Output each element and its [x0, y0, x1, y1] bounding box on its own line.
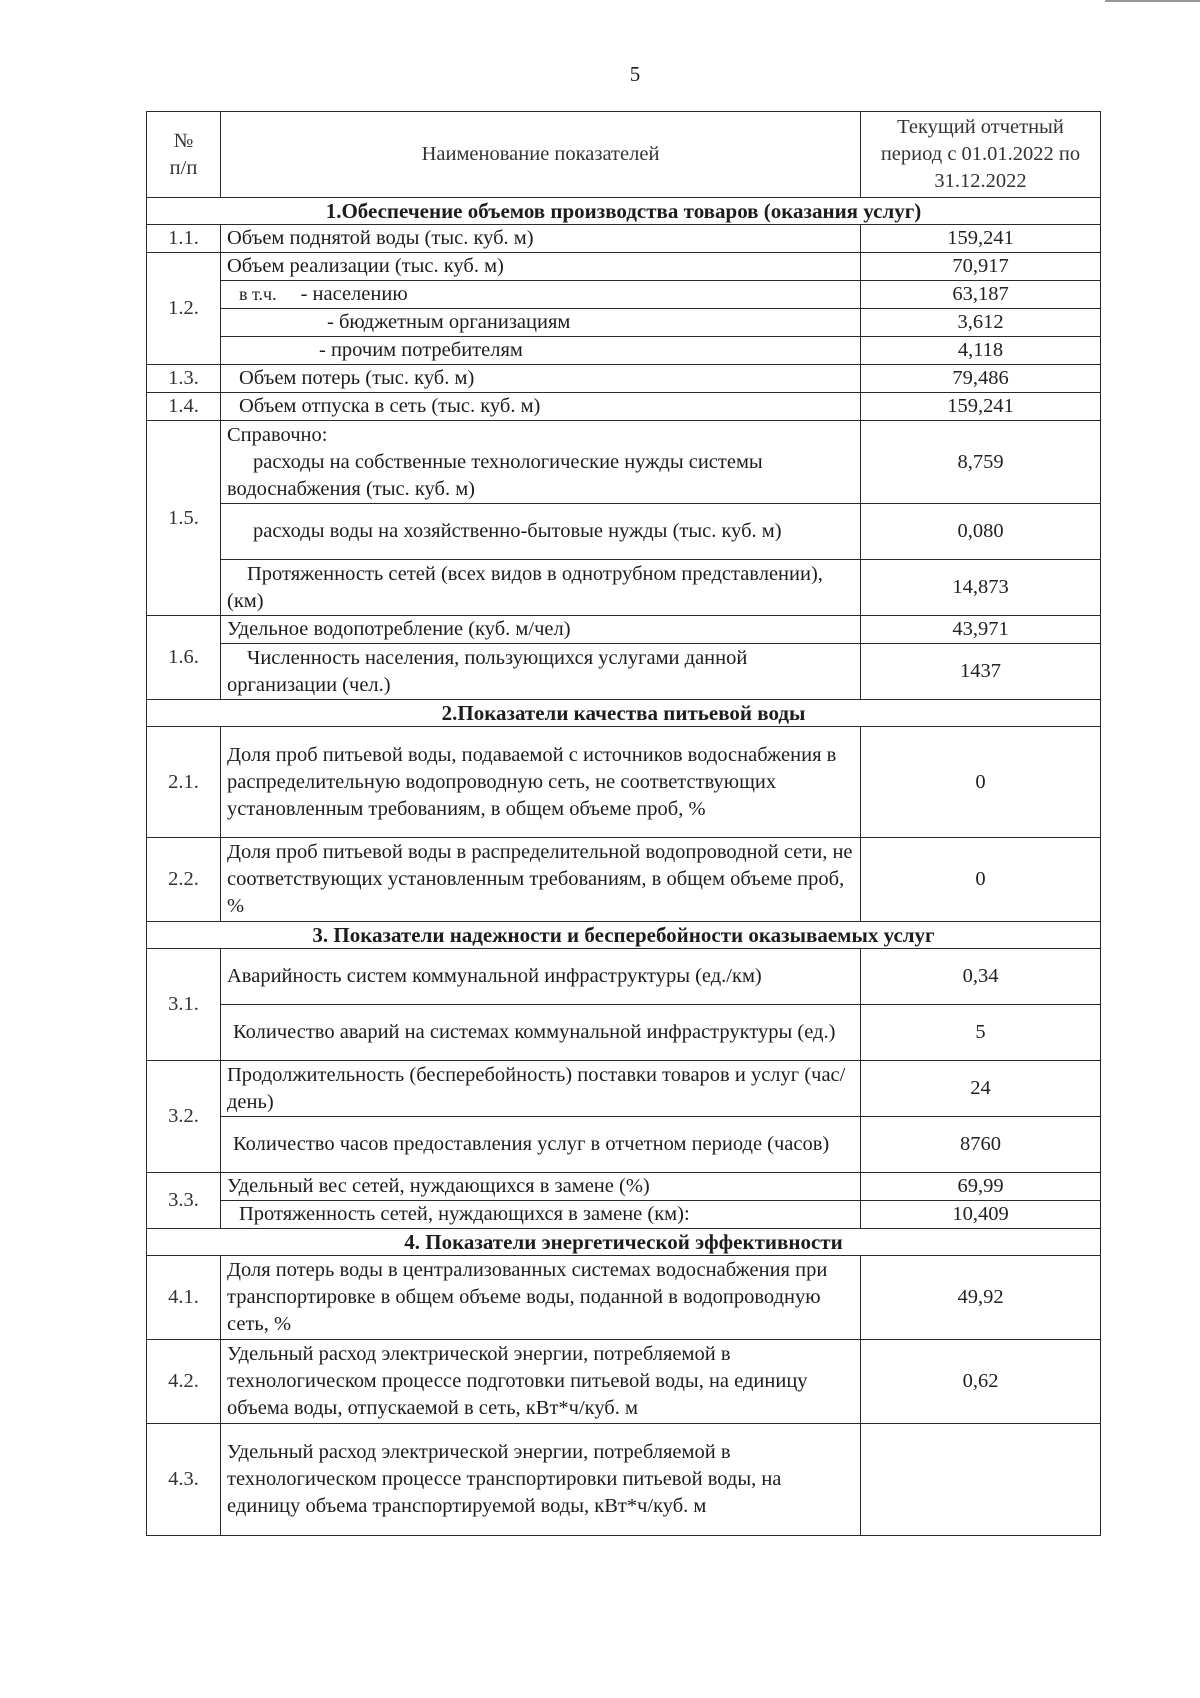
row-name: Доля потерь воды в централизованных системах водоснабжения при транспортировке в общем объеме воды, поданной в водопроводную сеть, % [221, 1256, 861, 1340]
section-title: 3. Показатели надежности и бесперебойности оказываемых услуг [147, 922, 1101, 949]
row-value: 159,241 [861, 225, 1101, 253]
row-name: Удельный расход электрической энергии, потребляемой в технологическом процессе подготовки питьевой воды, на единицу объема воды, отпускаемой в сеть, кВт*ч/куб. м [221, 1340, 861, 1424]
section-title: 4. Показатели энергетической эффективности [147, 1229, 1101, 1256]
row-name [221, 337, 861, 365]
row-name [221, 393, 861, 421]
row-number: 1.5. [147, 421, 221, 616]
row-value: 43,971 [861, 616, 1101, 644]
table-row [147, 838, 1101, 922]
row-name [221, 281, 861, 309]
table-row [147, 1005, 1101, 1061]
row-value: 0 [861, 838, 1101, 922]
row-name [221, 644, 861, 700]
row-value: 70,917 [861, 253, 1101, 281]
row-value: 1437 [861, 644, 1101, 700]
row-name-text: Количество аварий на системах коммунальной инфраструктуры (ед.) [233, 1021, 836, 1043]
table-row [147, 365, 1101, 393]
row-name [221, 421, 861, 504]
row-value: 0,62 [861, 1340, 1101, 1424]
row-value: 63,187 [861, 281, 1101, 309]
row-prefix: в т.ч. [239, 284, 277, 304]
row-name-text: Протяженность сетей (всех видов в однотрубном представлении), (км) [227, 562, 823, 612]
row-name: Аварийность систем коммунальной инфраструктуры (ед./км) [221, 949, 861, 1005]
header-name: Наименование показателей [221, 112, 861, 198]
row-name: Объем реализации (тыс. куб. м) [221, 253, 861, 281]
row-name: Удельный расход электрической энергии, потребляемой в технологическом процессе транспортировки питьевой воды, на единицу объема транспортируемой воды, кВт*ч/куб. м [221, 1424, 861, 1536]
header-num: № п/п [147, 112, 221, 198]
table-row [147, 1173, 1101, 1201]
table-row [147, 421, 1101, 504]
row-number: 1.3. [147, 365, 221, 393]
table-row [147, 1424, 1101, 1536]
row-number: 1.4. [147, 393, 221, 421]
section-title: 2.Показатели качества питьевой воды [147, 700, 1101, 727]
row-name-text: Численность населения, пользующихся услугами данной организации (чел.) [227, 646, 748, 696]
table-row [147, 393, 1101, 421]
row-value: 79,486 [861, 365, 1101, 393]
table-row [147, 1256, 1101, 1340]
row-value: 5 [861, 1005, 1101, 1061]
row-name: Продолжительность (бесперебойность) поставки товаров и услуг (час/день) [221, 1061, 861, 1117]
row-name-text: Протяженность сетей, нуждающихся в замене (км): [239, 1203, 690, 1225]
row-value [861, 1424, 1101, 1536]
row-value: 0,080 [861, 504, 1101, 560]
table-row [147, 504, 1101, 560]
row-value: 0 [861, 727, 1101, 838]
table-row [147, 616, 1101, 644]
row-value: 3,612 [861, 309, 1101, 337]
row-name [221, 1005, 861, 1061]
row-name [221, 365, 861, 393]
row-value: 4,118 [861, 337, 1101, 365]
scan-edge-mark [1105, 0, 1200, 2]
table-row [147, 253, 1101, 281]
row-name: Доля проб питьевой воды в распределительной водопроводной сети, не соответствующих установленным требованиям, в общем объеме проб, % [221, 838, 861, 922]
section-1-row [147, 198, 1101, 225]
section-title: 1.Обеспечение объемов производства товаров (оказания услуг) [147, 198, 1101, 225]
row-number: 4.2. [147, 1340, 221, 1424]
indicators-table [146, 111, 1101, 1536]
table-row [147, 309, 1101, 337]
row-number: 1.1. [147, 225, 221, 253]
row-value: 8,759 [861, 421, 1101, 504]
row-name-text: Объем отпуска в сеть (тыс. куб. м) [239, 395, 541, 417]
table-row [147, 949, 1101, 1005]
table-row [147, 225, 1101, 253]
row-name-text: - бюджетным организациям [327, 311, 571, 333]
page-number: 5 [629, 62, 641, 86]
table-row [147, 1340, 1101, 1424]
reference-label: Справочно: [227, 423, 328, 446]
table-row [147, 644, 1101, 700]
row-value: 10,409 [861, 1201, 1101, 1229]
section-3-row [147, 922, 1101, 949]
row-name-text: Количество часов предоставления услуг в отчетном периоде (часов) [233, 1133, 830, 1155]
table-row [147, 1201, 1101, 1229]
row-name-text: - прочим потребителям [319, 339, 523, 361]
row-number: 3.2. [147, 1061, 221, 1173]
table-row [147, 281, 1101, 309]
row-name [221, 1117, 861, 1173]
row-value: 159,241 [861, 393, 1101, 421]
section-2-row [147, 700, 1101, 727]
row-number: 3.1. [147, 949, 221, 1061]
row-value: 69,99 [861, 1173, 1101, 1201]
row-number: 4.3. [147, 1424, 221, 1536]
row-name-text: расходы воды на хозяйственно-бытовые нужды (тыс. куб. м) [253, 520, 782, 542]
row-name [221, 1201, 861, 1229]
row-value: 0,34 [861, 949, 1101, 1005]
row-number: 3.3. [147, 1173, 221, 1229]
row-value: 8760 [861, 1117, 1101, 1173]
row-name-text: - населению [300, 283, 408, 305]
row-name: Доля проб питьевой воды, подаваемой с источников водоснабжения в распределительную водопроводную сеть, не соответствующих установленным требованиям, в общем объеме проб, % [221, 727, 861, 838]
row-name: Объем поднятой воды (тыс. куб. м) [221, 225, 861, 253]
table-row [147, 1061, 1101, 1117]
section-4-row [147, 1229, 1101, 1256]
row-number: 2.2. [147, 838, 221, 922]
row-name: Удельный вес сетей, нуждающихся в замене (%) [221, 1173, 861, 1201]
row-name: Удельное водопотребление (куб. м/чел) [221, 616, 861, 644]
row-value: 14,873 [861, 560, 1101, 616]
row-number: 1.6. [147, 616, 221, 700]
row-value: 24 [861, 1061, 1101, 1117]
table-row [147, 1117, 1101, 1173]
row-number: 1.2. [147, 253, 221, 365]
row-number: 4.1. [147, 1256, 221, 1340]
row-name-text: расходы на собственные технологические нужды системы водоснабжения (тыс. куб. м) [227, 450, 763, 500]
table-row [147, 560, 1101, 616]
row-name [221, 560, 861, 616]
table-row [147, 727, 1101, 838]
row-number: 2.1. [147, 727, 221, 838]
row-name [221, 504, 861, 560]
header-period: Текущий отчетный период с 01.01.2022 по 31.12.2022 [861, 112, 1101, 198]
table-row [147, 337, 1101, 365]
row-name [221, 309, 861, 337]
row-name-text: Объем потерь (тыс. куб. м) [239, 367, 475, 389]
row-value: 49,92 [861, 1256, 1101, 1340]
table-header-row [147, 112, 1101, 198]
